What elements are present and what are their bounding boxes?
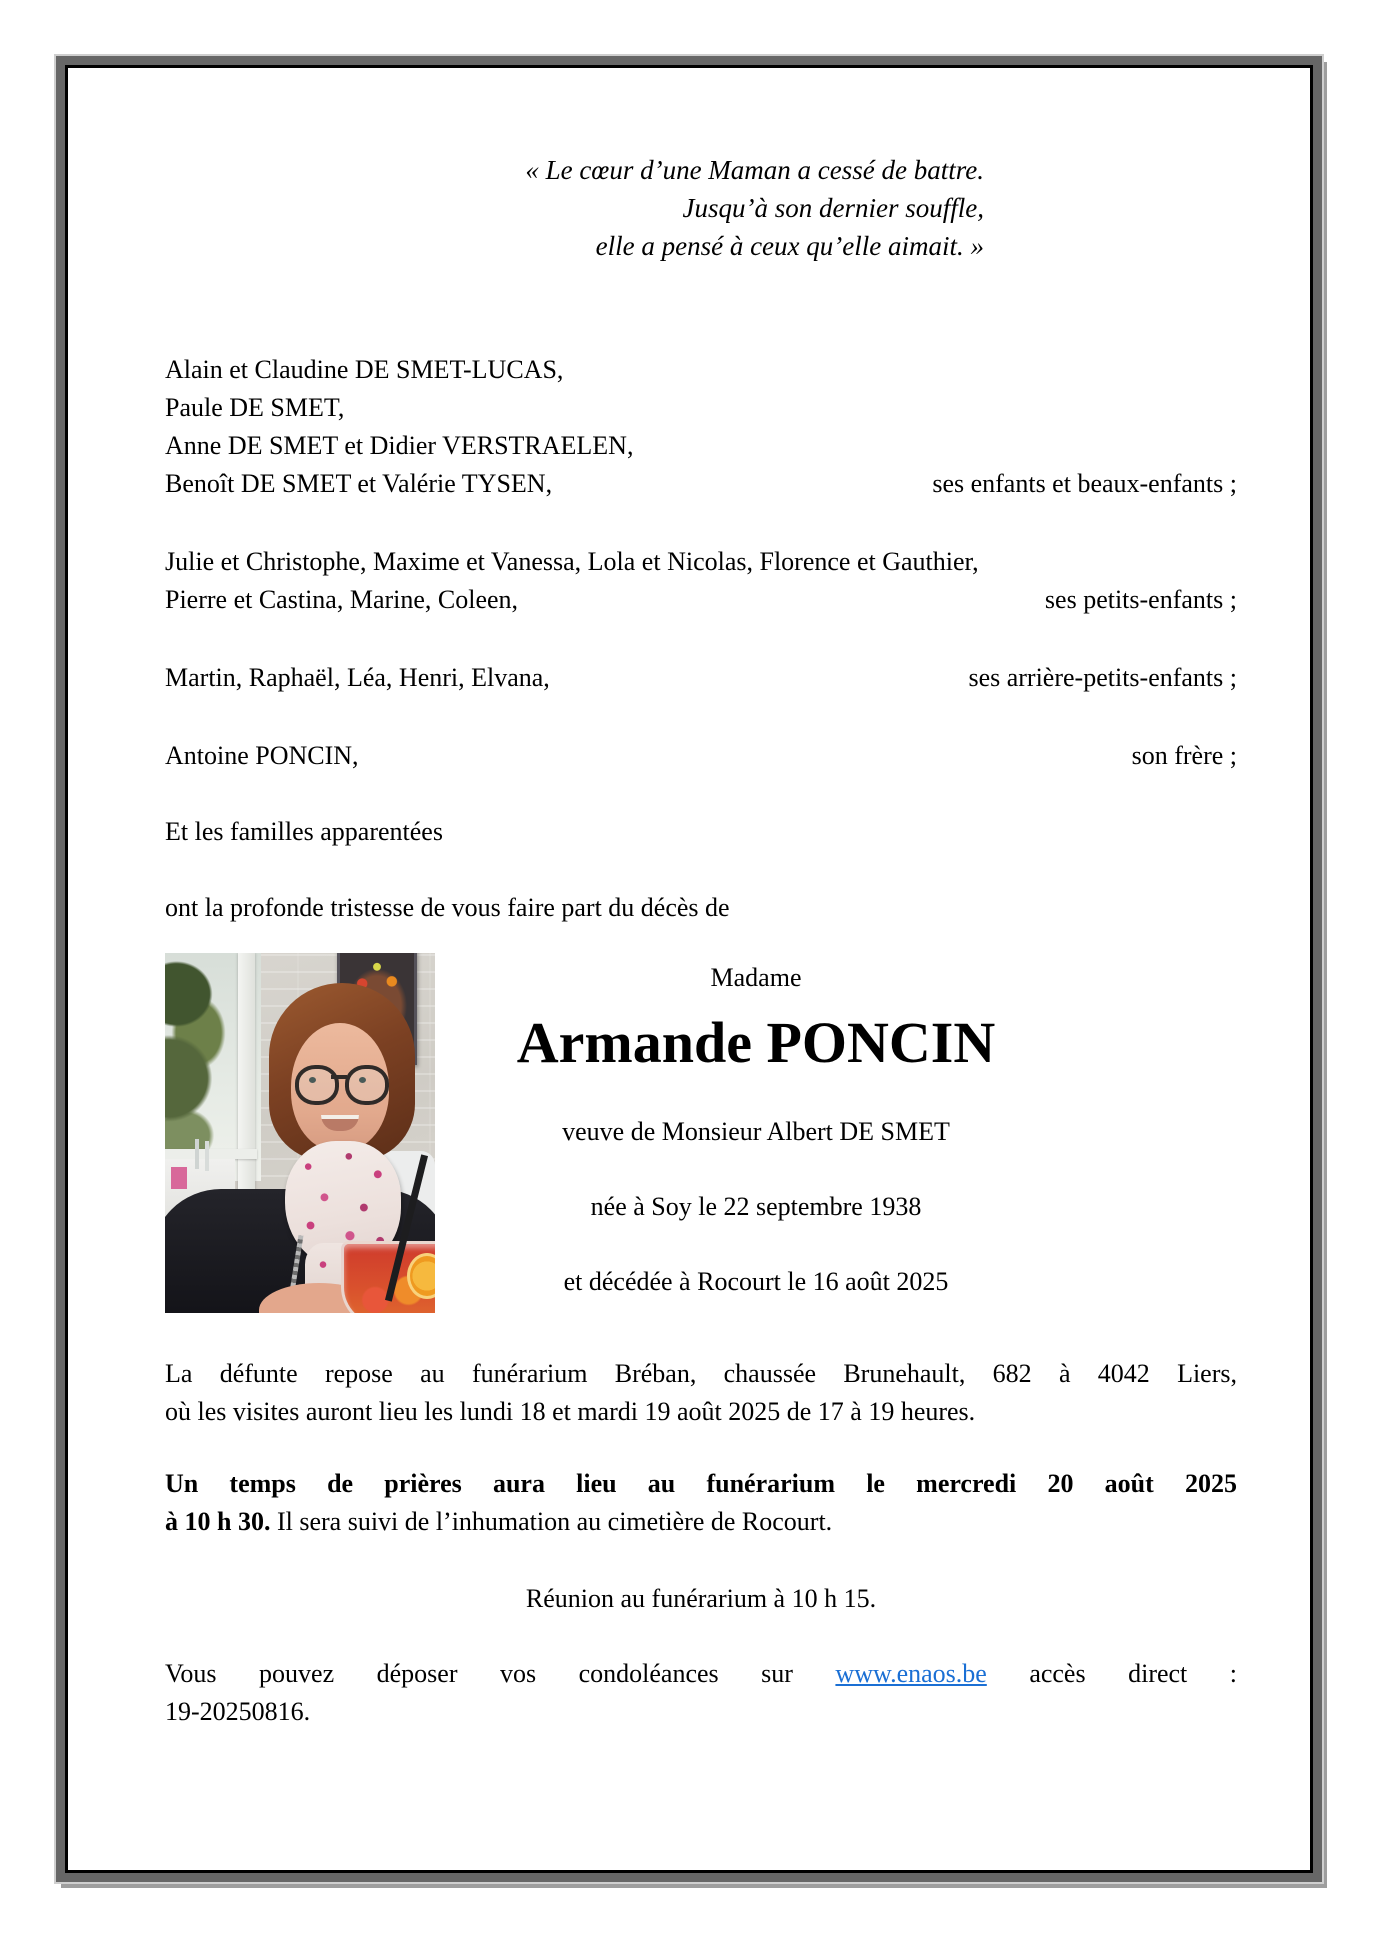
portrait-photo: [165, 953, 435, 1313]
photo-eye: [309, 1077, 316, 1083]
family-group-children: [165, 351, 1237, 503]
page-border-inner-line: [65, 65, 1313, 1873]
family-names: Martin, Raphaël, Léa, Henri, Elvana,: [165, 663, 550, 692]
quote-line: « Le cœur d’une Maman a cessé de battre.: [525, 155, 984, 185]
family-relation-label: ses enfants et beaux-enfants ;: [932, 469, 1237, 498]
photo-window-sill: [165, 1149, 257, 1159]
family-line: [165, 465, 1237, 503]
family-names: Julie et Christophe, Maxime et Vanessa, Lola et Nicolas, Florence et Gauthier,: [165, 547, 979, 576]
family-relation-label: ses arrière-petits-enfants ;: [968, 663, 1237, 692]
photo-menu-card: [171, 1167, 187, 1189]
family-line: [165, 427, 1237, 465]
family-group-brother: [165, 737, 1237, 775]
prayer-time-hour: à 10 h 30.: [165, 1507, 271, 1536]
deceased-birth-line: née à Soy le 22 septembre 1938: [590, 1192, 922, 1221]
photo-and-identity-row: [165, 953, 1237, 1313]
announcement-content: [71, 71, 1307, 1867]
condolences-text-before: Vous pouvez déposer vos condoléances sur: [165, 1659, 836, 1688]
family-names: Antoine PONCIN,: [165, 741, 359, 770]
funeral-home-paragraph: [165, 1355, 1237, 1431]
deceased-widow-line: veuve de Monsieur Albert DE SMET: [562, 1117, 950, 1146]
family-relation-label: ses petits-enfants ;: [1044, 585, 1237, 614]
funeral-home-line: où les visites auront lieu les lundi 18 et mardi 19 août 2025 de 17 à 19 heures.: [165, 1397, 976, 1426]
funeral-home-line: La défunte repose au funérarium Bréban, chaussée Brunehault, 682 à 4042 Liers,: [165, 1359, 1237, 1388]
family-relation-label: son frère ;: [1131, 741, 1237, 770]
quote-line: elle a pensé à ceux qu’elle aimait. »: [595, 231, 984, 261]
quote-line: Jusqu’à son dernier souffle,: [682, 193, 984, 223]
deceased-honorific: Madame: [710, 963, 802, 992]
family-names: Alain et Claudine DE SMET-LUCAS,: [165, 355, 564, 384]
family-names: Anne DE SMET et Didier VERSTRAELEN,: [165, 431, 634, 460]
condolences-text-after: accès direct :: [986, 1659, 1237, 1688]
condolences-line: [165, 1655, 1237, 1693]
prayer-time-line-bold: Un temps de prières aura lieu au funérarium le mercredi 20 août 2025: [165, 1469, 1237, 1498]
prayer-time-line: [165, 1503, 1237, 1541]
prayer-time-paragraph: [165, 1465, 1237, 1541]
condolences-reference: 19-20250816.: [165, 1697, 311, 1726]
page-border-frame: [56, 56, 1322, 1882]
family-line: [165, 389, 1237, 427]
family-line: [165, 737, 1237, 775]
family-line: [165, 581, 1237, 619]
condolences-paragraph: [165, 1655, 1237, 1731]
family-names: Benoît DE SMET et Valérie TYSEN,: [165, 469, 553, 498]
epigraph-quote: [165, 151, 1237, 265]
photo-eyeglasses-left-lens: [295, 1065, 339, 1105]
family-line: [165, 351, 1237, 389]
inhumation-sentence: Il sera suivi de l’inhumation au cimetière de Rocourt.: [270, 1507, 833, 1536]
family-line: [165, 659, 1237, 697]
family-group-great-grandchildren: [165, 659, 1237, 697]
death-announcement-sentence: ont la profonde tristesse de vous faire part du décès de: [165, 893, 730, 922]
family-line: [165, 543, 1237, 581]
family-names: Pierre et Castina, Marine, Coleen,: [165, 585, 519, 614]
family-names: Paule DE SMET,: [165, 393, 345, 422]
family-group-grandchildren: [165, 543, 1237, 619]
enaos-website-link[interactable]: www.enaos.be: [835, 1659, 987, 1688]
related-families-note: Et les familles apparentées: [165, 817, 443, 846]
photo-eyeglasses-right-lens: [345, 1065, 389, 1105]
photo-eyeglasses-bridge: [331, 1075, 347, 1079]
deceased-death-line: et décédée à Rocourt le 16 août 2025: [563, 1267, 949, 1296]
photo-eye: [359, 1077, 366, 1083]
deceased-name: Armande PONCIN: [516, 1010, 996, 1075]
meeting-line: Réunion au funérarium à 10 h 15.: [525, 1584, 877, 1613]
deceased-identity-block: [435, 953, 1237, 1301]
photo-glassware: [195, 1139, 199, 1169]
